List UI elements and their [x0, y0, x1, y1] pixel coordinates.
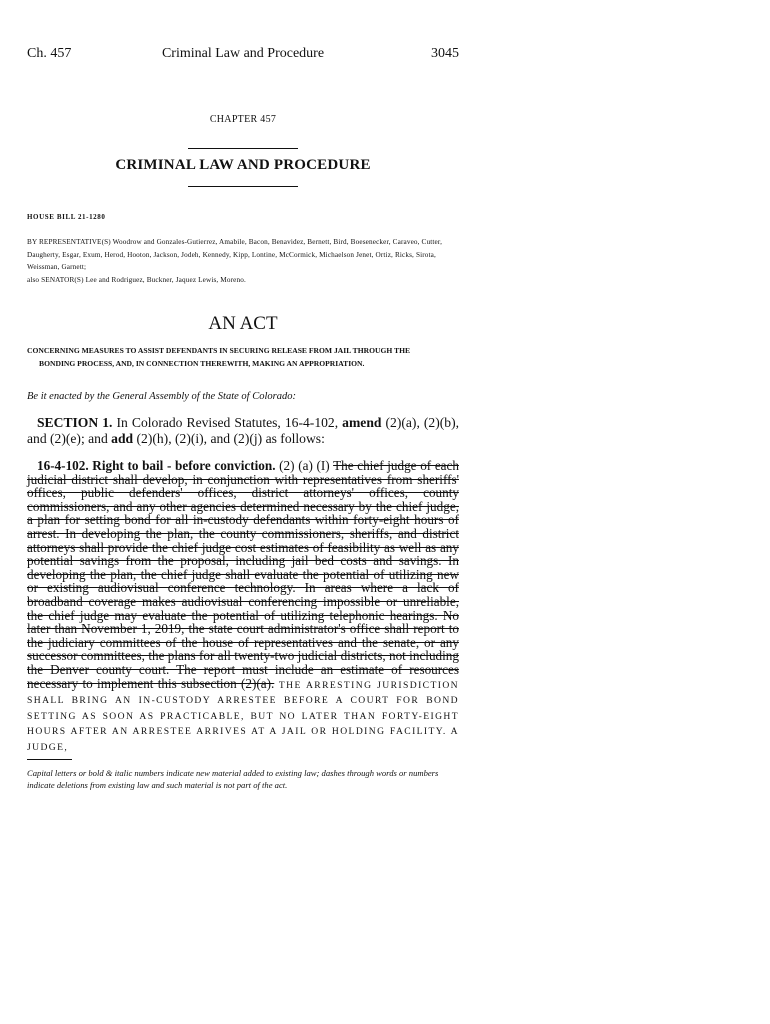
section-1 — [27, 415, 459, 447]
chapter-title: CRIMINAL LAW AND PROCEDURE — [115, 157, 371, 173]
enacting-clause: Be it enacted by the General Assembly of the State of Colorado: — [27, 391, 296, 402]
title-rule-top — [188, 148, 298, 149]
concerning-line-2: BONDING PROCESS, AND, IN CONNECTION THEREWITH, MAKING AN APPROPRIATION. — [39, 358, 365, 368]
page-number: 3045 — [431, 46, 459, 61]
bill-number: HOUSE BILL 21-1280 — [27, 213, 106, 221]
chapter-reference: Ch. 457 — [27, 46, 72, 61]
concerning-line-1: CONCERNING MEASURES TO ASSIST DEFENDANTS IN SECURING RELEASE FROM JAIL THROUGH THE — [27, 346, 411, 355]
act-concerning-clause — [27, 345, 459, 370]
footnote: Capital letters or bold & italic numbers indicate new material added to existing law; dashes through words or numbers indicate deletions from existing law and such material is not part of the act. — [27, 768, 439, 790]
statute-subsection: (2) (a) (I) — [275, 458, 334, 473]
stricken-text: The chief judge of each judicial district shall develop, in conjunction with representatives from sheriffs' offices, public defenders' offices, district attorneys' offices, county commissioners, and any other agencies determined necessary by the chief judge, a plan for setting bond for all in-custody defendants within forty-eight hours of arrest. In developing the plan, the county commissioners, sheriffs, and district attorneys shall provide the chief judge cost estimates of feasibility as well as any potential savings from the proposal, including jail bed costs and savings. In developing the plan, the chief judge shall evaluate the potential of utilizing new or existing audiovisual conference technology. In areas where a lack of broadband coverage makes audiovisual conferencing impossible or unreliable, the chief judge may evaluate the potential of utilizing telephonic hearings. No later than November 1, 2019, the state court administrator's office shall report to the judiciary committees of the house of representatives and the senate, or any successor committees, the plans for all twenty-two judicial districts, not including the Denver county court. The report must include an estimate of resources necessary to implement this subsection (2)(a). — [27, 458, 459, 691]
running-title: Criminal Law and Procedure — [161, 46, 325, 61]
act-title: AN ACT — [208, 313, 278, 334]
document-page — [27, 0, 459, 1024]
add-keyword: add — [111, 431, 134, 446]
section-text-c: (2)(h), (2)(i), and (2)(j) as follows: — [133, 431, 325, 446]
section-text-a: In Colorado Revised Statutes, 16-4-102, — [112, 415, 343, 430]
sponsor-list — [27, 236, 459, 286]
section-label: SECTION 1. — [37, 415, 113, 430]
footnote-rule — [27, 759, 72, 760]
senators-list: also SENATOR(S) Lee and Rodriguez, Buckner, Jaquez Lewis, Moreno. — [27, 275, 246, 284]
new-text: THE ARRESTING JURISDICTION SHALL BRING AN IN-CUSTODY ARRESTEE BEFORE A COURT FOR BOND SETTING AS SOON AS PRACTICABLE, BUT NO LATER THAN FORTY-EIGHT HOURS AFTER AN ARRESTEE ARRIVES AT A JAIL OR HOLDING FACILITY. A JUDGE, — [27, 679, 459, 753]
representatives-list: BY REPRESENTATIVE(S) Woodrow and Gonzales-Gutierrez, Amabile, Bacon, Benavidez, Bernett, Bird, Boesenecker, Caraveo, Cutter, Daugherty, Esgar, Exum, Herod, Hooton, Jackson, Jodeh, Kennedy, Kipp, Lontine, McCormick, Michaelson Jenet, Ortiz, Ricks, Sirota, Weissman, Garnett; — [27, 238, 443, 271]
running-header — [27, 46, 459, 64]
statute-text — [27, 459, 459, 754]
section-text-b: (2)(a), (2)(b), and (2)(e); and — [27, 415, 459, 446]
amend-keyword: amend — [342, 415, 382, 430]
title-rule-bottom — [188, 186, 298, 187]
statute-heading: 16-4-102. Right to bail - before conviction. — [37, 458, 276, 473]
chapter-label: CHAPTER 457 — [209, 114, 277, 125]
